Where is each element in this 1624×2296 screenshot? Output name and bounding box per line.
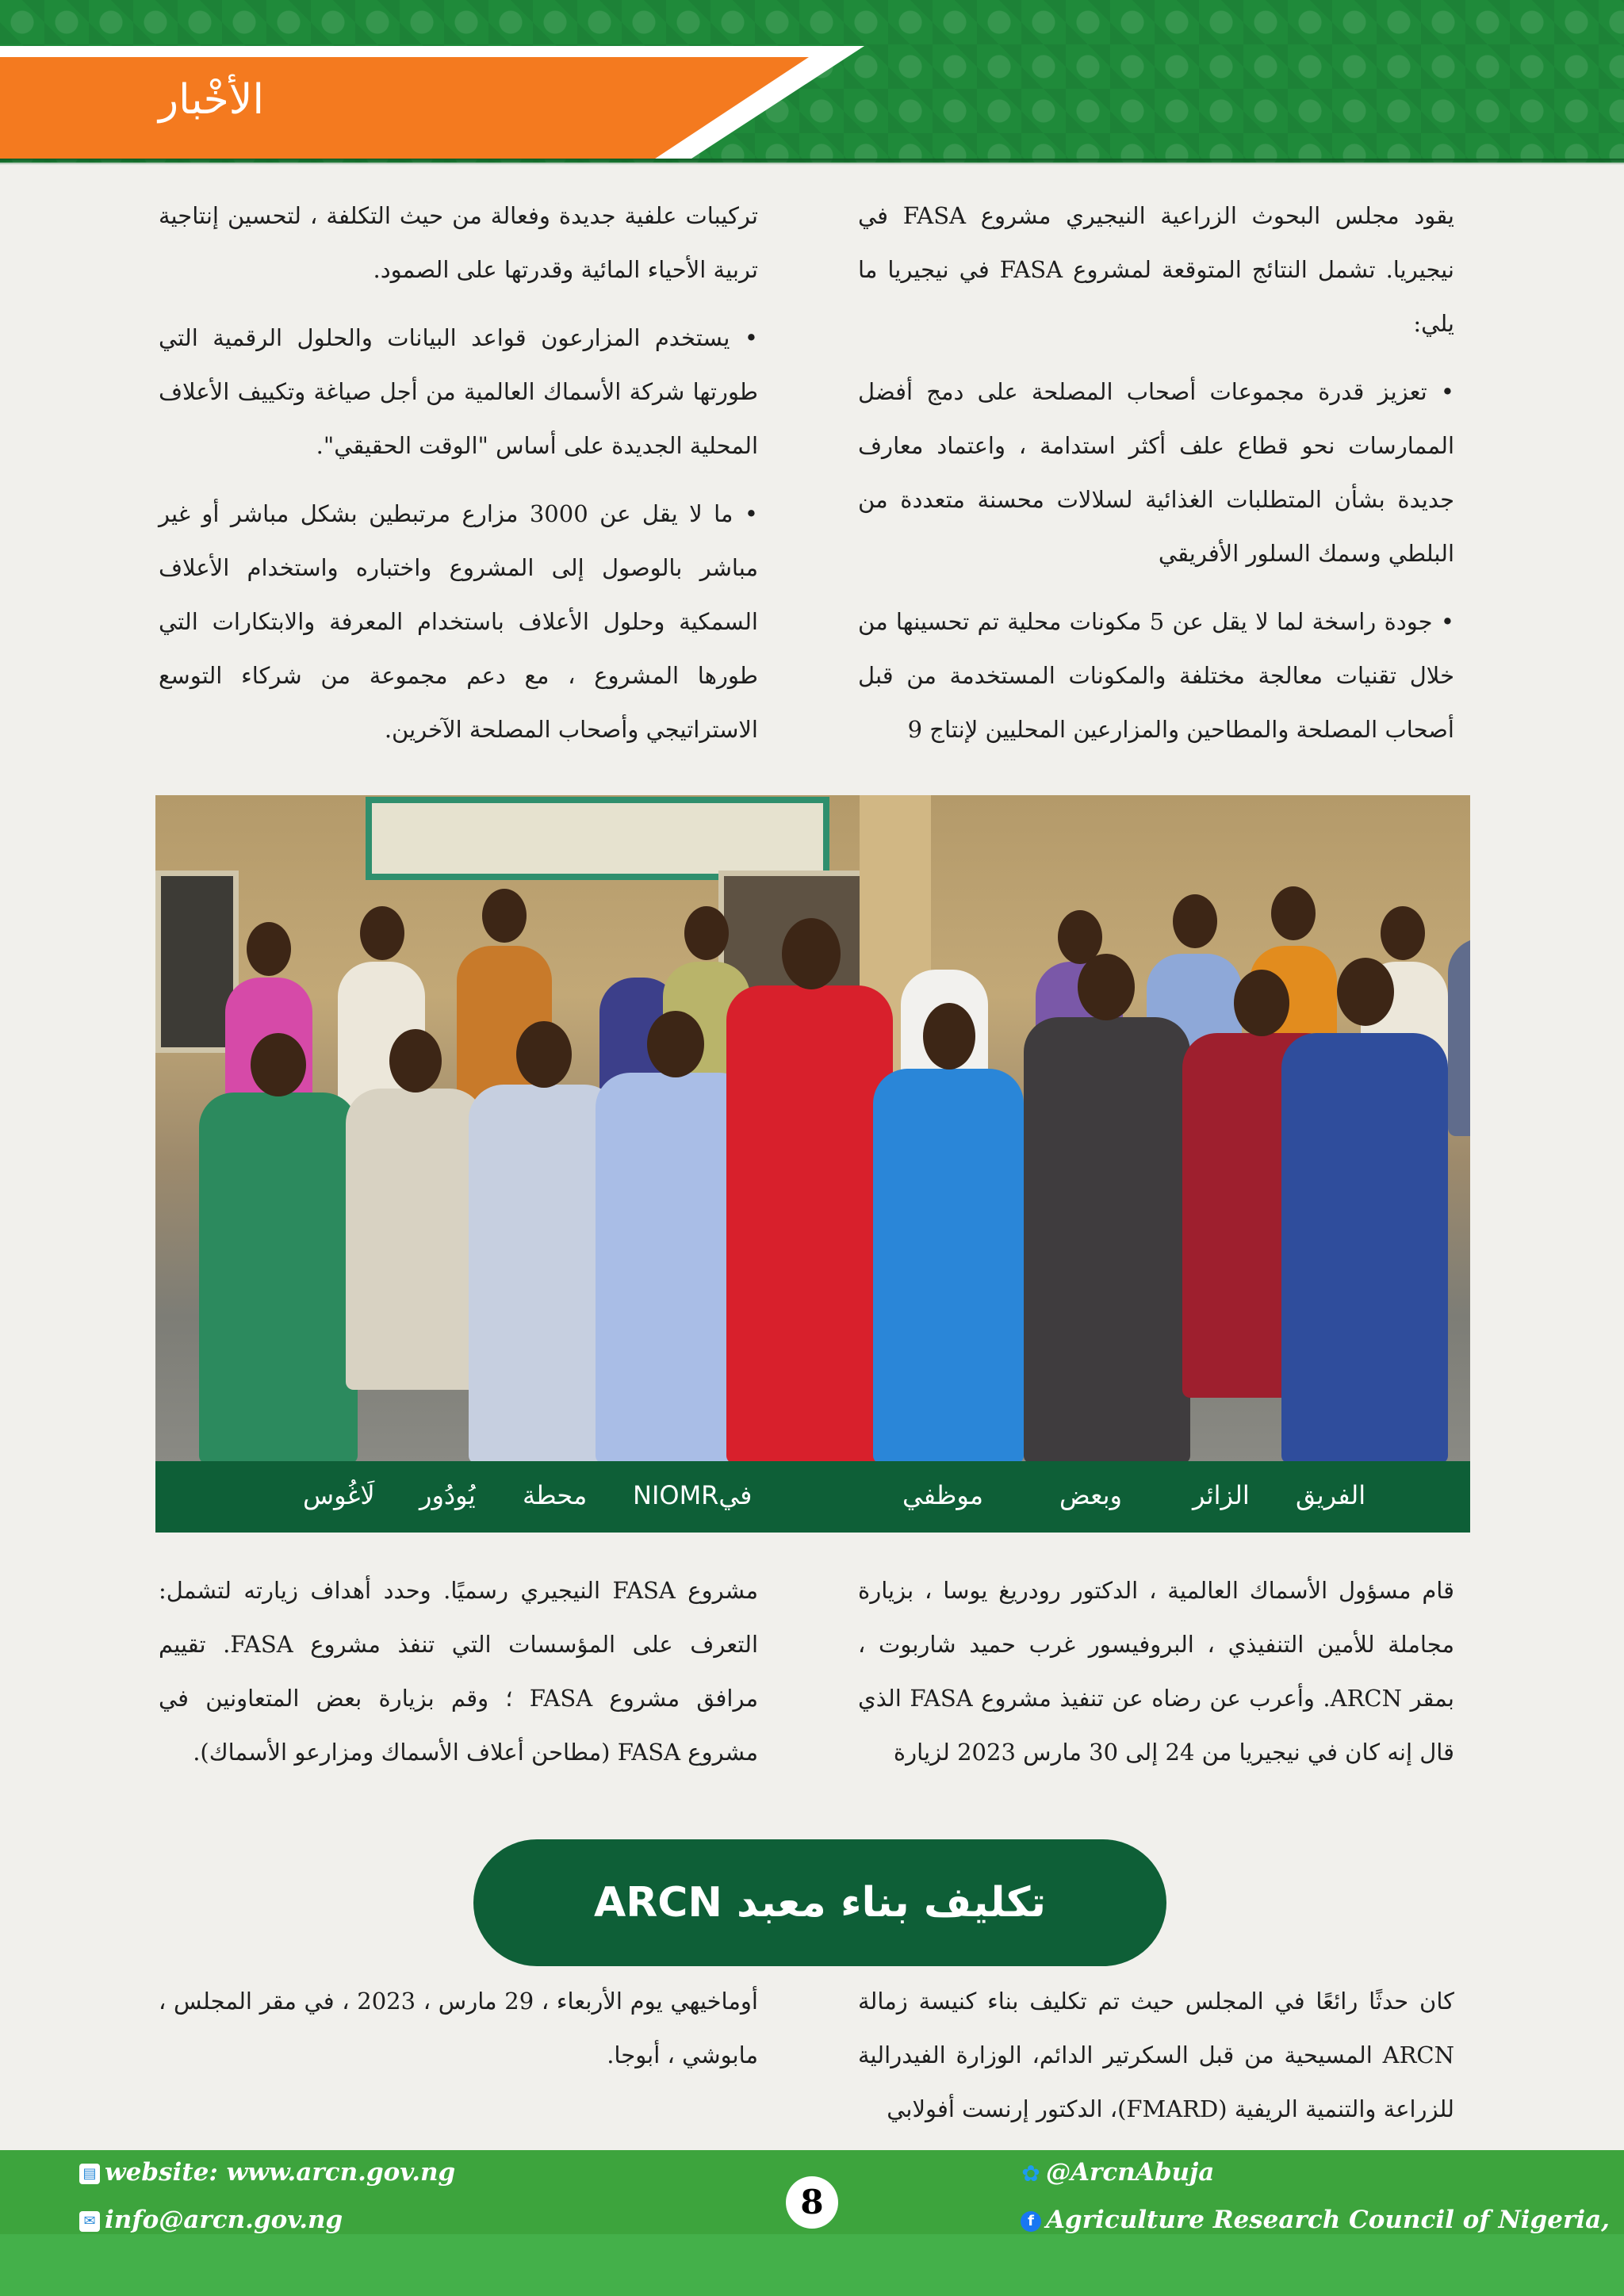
footer-twitter[interactable] bbox=[1021, 2158, 1214, 2187]
mail-icon: ✉ bbox=[79, 2211, 100, 2232]
caption-word: الفريق bbox=[1296, 1480, 1366, 1510]
footer-lower-band bbox=[0, 2234, 1624, 2296]
person-head bbox=[647, 1011, 704, 1077]
email-link[interactable]: info@arcn.gov.ng bbox=[105, 2206, 343, 2234]
person-head bbox=[1234, 970, 1289, 1036]
paragraph: مشروع FASA النيجيري رسميًا. وحدد أهداف زيارته لتشمل: التعرف على المؤسسات التي تنفذ مشروع FASA. تقييم مرافق مشروع FASA ؛ وقم بزيارة بعض المتعاونين في مشروع FASA (مطاحن أعلاف الأسماك ومزارعو الأسماك). bbox=[159, 1577, 759, 1766]
person-head bbox=[251, 1033, 306, 1096]
commission-left-column bbox=[159, 1974, 758, 2096]
paragraph: تركيبات علفية جديدة وفعالة من حيث التكلفة ، لتحسين إنتاجية تربية الأحياء المائية وقدرتها على الصمود. bbox=[159, 202, 758, 283]
paragraph: أوماخيهي يوم الأربعاء ، 29 مارس ، 2023 ، في مقر المجلس ، مابوشي ، أبوجا. bbox=[159, 1988, 758, 2068]
person-head bbox=[923, 1003, 975, 1070]
paragraph: • يستخدم المزارعون قواعد البيانات والحلول الرقمية التي طورتها شركة الأسماك العالمية من أجل صياغة وتكييف الأعلاف المحلية الجديدة على أساس "الوقت الحقيقي". bbox=[159, 324, 758, 459]
article-left-column bbox=[159, 189, 758, 771]
facebook-page[interactable]: Agriculture Research Council of Nigeria, bbox=[1046, 2206, 1610, 2234]
person-head bbox=[389, 1029, 442, 1093]
paragraph: • جودة راسخة لما لا يقل عن 5 مكونات محلية تم تحسينها من خلال تقنيات معالجة مختلفة والمكونات المستخدمة من قبل أصحاب المصلحة والمطاحين والمزارعين المحليين لإنتاج 9 bbox=[858, 608, 1454, 743]
caption-word: محطة bbox=[523, 1480, 588, 1510]
person-head bbox=[684, 906, 729, 960]
paragraph: • ما لا يقل عن 3000 مزارع مرتبطين بشكل مباشر أو غير مباشر بالوصول إلى المشروع واختباره واستخدام الأعلاف السمكية وحلول الأعلاف باستخدام المعرفة والابتكارات التي طورها المشروع ، مع دعم مجموعة من شركاء التوسع الاستراتيجي وأصحاب المصلحة الآخرين. bbox=[159, 500, 758, 743]
person bbox=[873, 1069, 1024, 1464]
photo-sign bbox=[366, 797, 829, 880]
caption-word: موظفي bbox=[902, 1480, 983, 1510]
person-head bbox=[1337, 958, 1394, 1026]
caption-word: لَاغُوس bbox=[303, 1480, 375, 1510]
paragraph: • تعزيز قدرة مجموعات أصحاب المصلحة على دمج أفضل الممارسات نحو قطاع علف أكثر استدامة ، واعتماد معارف جديدة بشأن المتطلبات الغذائية لسلالات محسنة متعددة من البلطي وسمك السلور الأفريقي bbox=[858, 378, 1454, 567]
person bbox=[1024, 1017, 1190, 1464]
globe-icon: ▤ bbox=[79, 2164, 100, 2184]
person-head bbox=[1173, 894, 1217, 948]
group-photo bbox=[155, 795, 1470, 1464]
person bbox=[726, 985, 893, 1464]
person-head bbox=[516, 1021, 572, 1088]
website-link[interactable]: website: www.arcn.gov.ng bbox=[105, 2158, 456, 2187]
section-title: الأخْبار bbox=[159, 76, 264, 124]
person-head bbox=[247, 922, 291, 976]
twitter-handle[interactable]: @ArcnAbuja bbox=[1046, 2158, 1215, 2187]
twitter-icon: ✿ bbox=[1021, 2160, 1040, 2187]
caption-word: يُودُور bbox=[419, 1480, 476, 1510]
paragraph: يقود مجلس البحوث الزراعية النيجيري مشروع FASA في نيجيريا. تشمل النتائج المتوقعة لمشروع FASA في نيجيريا ما يلي: bbox=[858, 202, 1454, 337]
person bbox=[199, 1093, 358, 1464]
visit-right-column bbox=[858, 1563, 1454, 1793]
caption-word: الزائر bbox=[1193, 1480, 1250, 1510]
person-head bbox=[360, 906, 404, 960]
footer-website[interactable] bbox=[79, 2158, 455, 2187]
person-head bbox=[482, 889, 527, 943]
person bbox=[1448, 938, 1470, 1136]
person bbox=[346, 1089, 485, 1390]
person bbox=[1281, 1033, 1448, 1464]
person-head bbox=[1078, 954, 1135, 1020]
caption-word: وبعض bbox=[1059, 1480, 1122, 1510]
header-shadow bbox=[0, 159, 1624, 165]
photo-caption bbox=[155, 1461, 1470, 1533]
footer-facebook[interactable] bbox=[1021, 2206, 1610, 2234]
caption-word: فيNIOMR bbox=[633, 1480, 753, 1510]
person-head bbox=[782, 918, 841, 989]
section-banner: تكليف بناء معبد ARCN bbox=[473, 1839, 1166, 1966]
visit-left-column bbox=[159, 1563, 758, 1793]
paragraph: قام مسؤول الأسماك العالمية ، الدكتور رودريغ يوسا ، بزيارة مجاملة للأمين التنفيذي ، البروفيسور غرب حميد شاربوت ، بمقر ARCN. وأعرب عن رضاه عن تنفيذ مشروع FASA الذي قال إنه كان في نيجيريا من 24 إلى 30 مارس 2023 لزيارة bbox=[858, 1577, 1454, 1766]
facebook-icon: f bbox=[1021, 2211, 1041, 2232]
paragraph: كان حدثًا رائعًا في المجلس حيث تم تكليف بناء كنيسة زمالة ARCN المسيحية من قبل السكرتير الدائم، الوزارة الفيدرالية للزراعة والتنمية الريفية (FMARD)، الدكتور إرنست أفولابي bbox=[858, 1988, 1454, 2122]
page-number: 8 bbox=[786, 2176, 838, 2229]
article-right-column bbox=[858, 189, 1454, 771]
person-head bbox=[1381, 906, 1425, 960]
person-head bbox=[1271, 886, 1316, 940]
footer-email[interactable] bbox=[79, 2206, 343, 2234]
commission-right-column bbox=[858, 1974, 1454, 2150]
